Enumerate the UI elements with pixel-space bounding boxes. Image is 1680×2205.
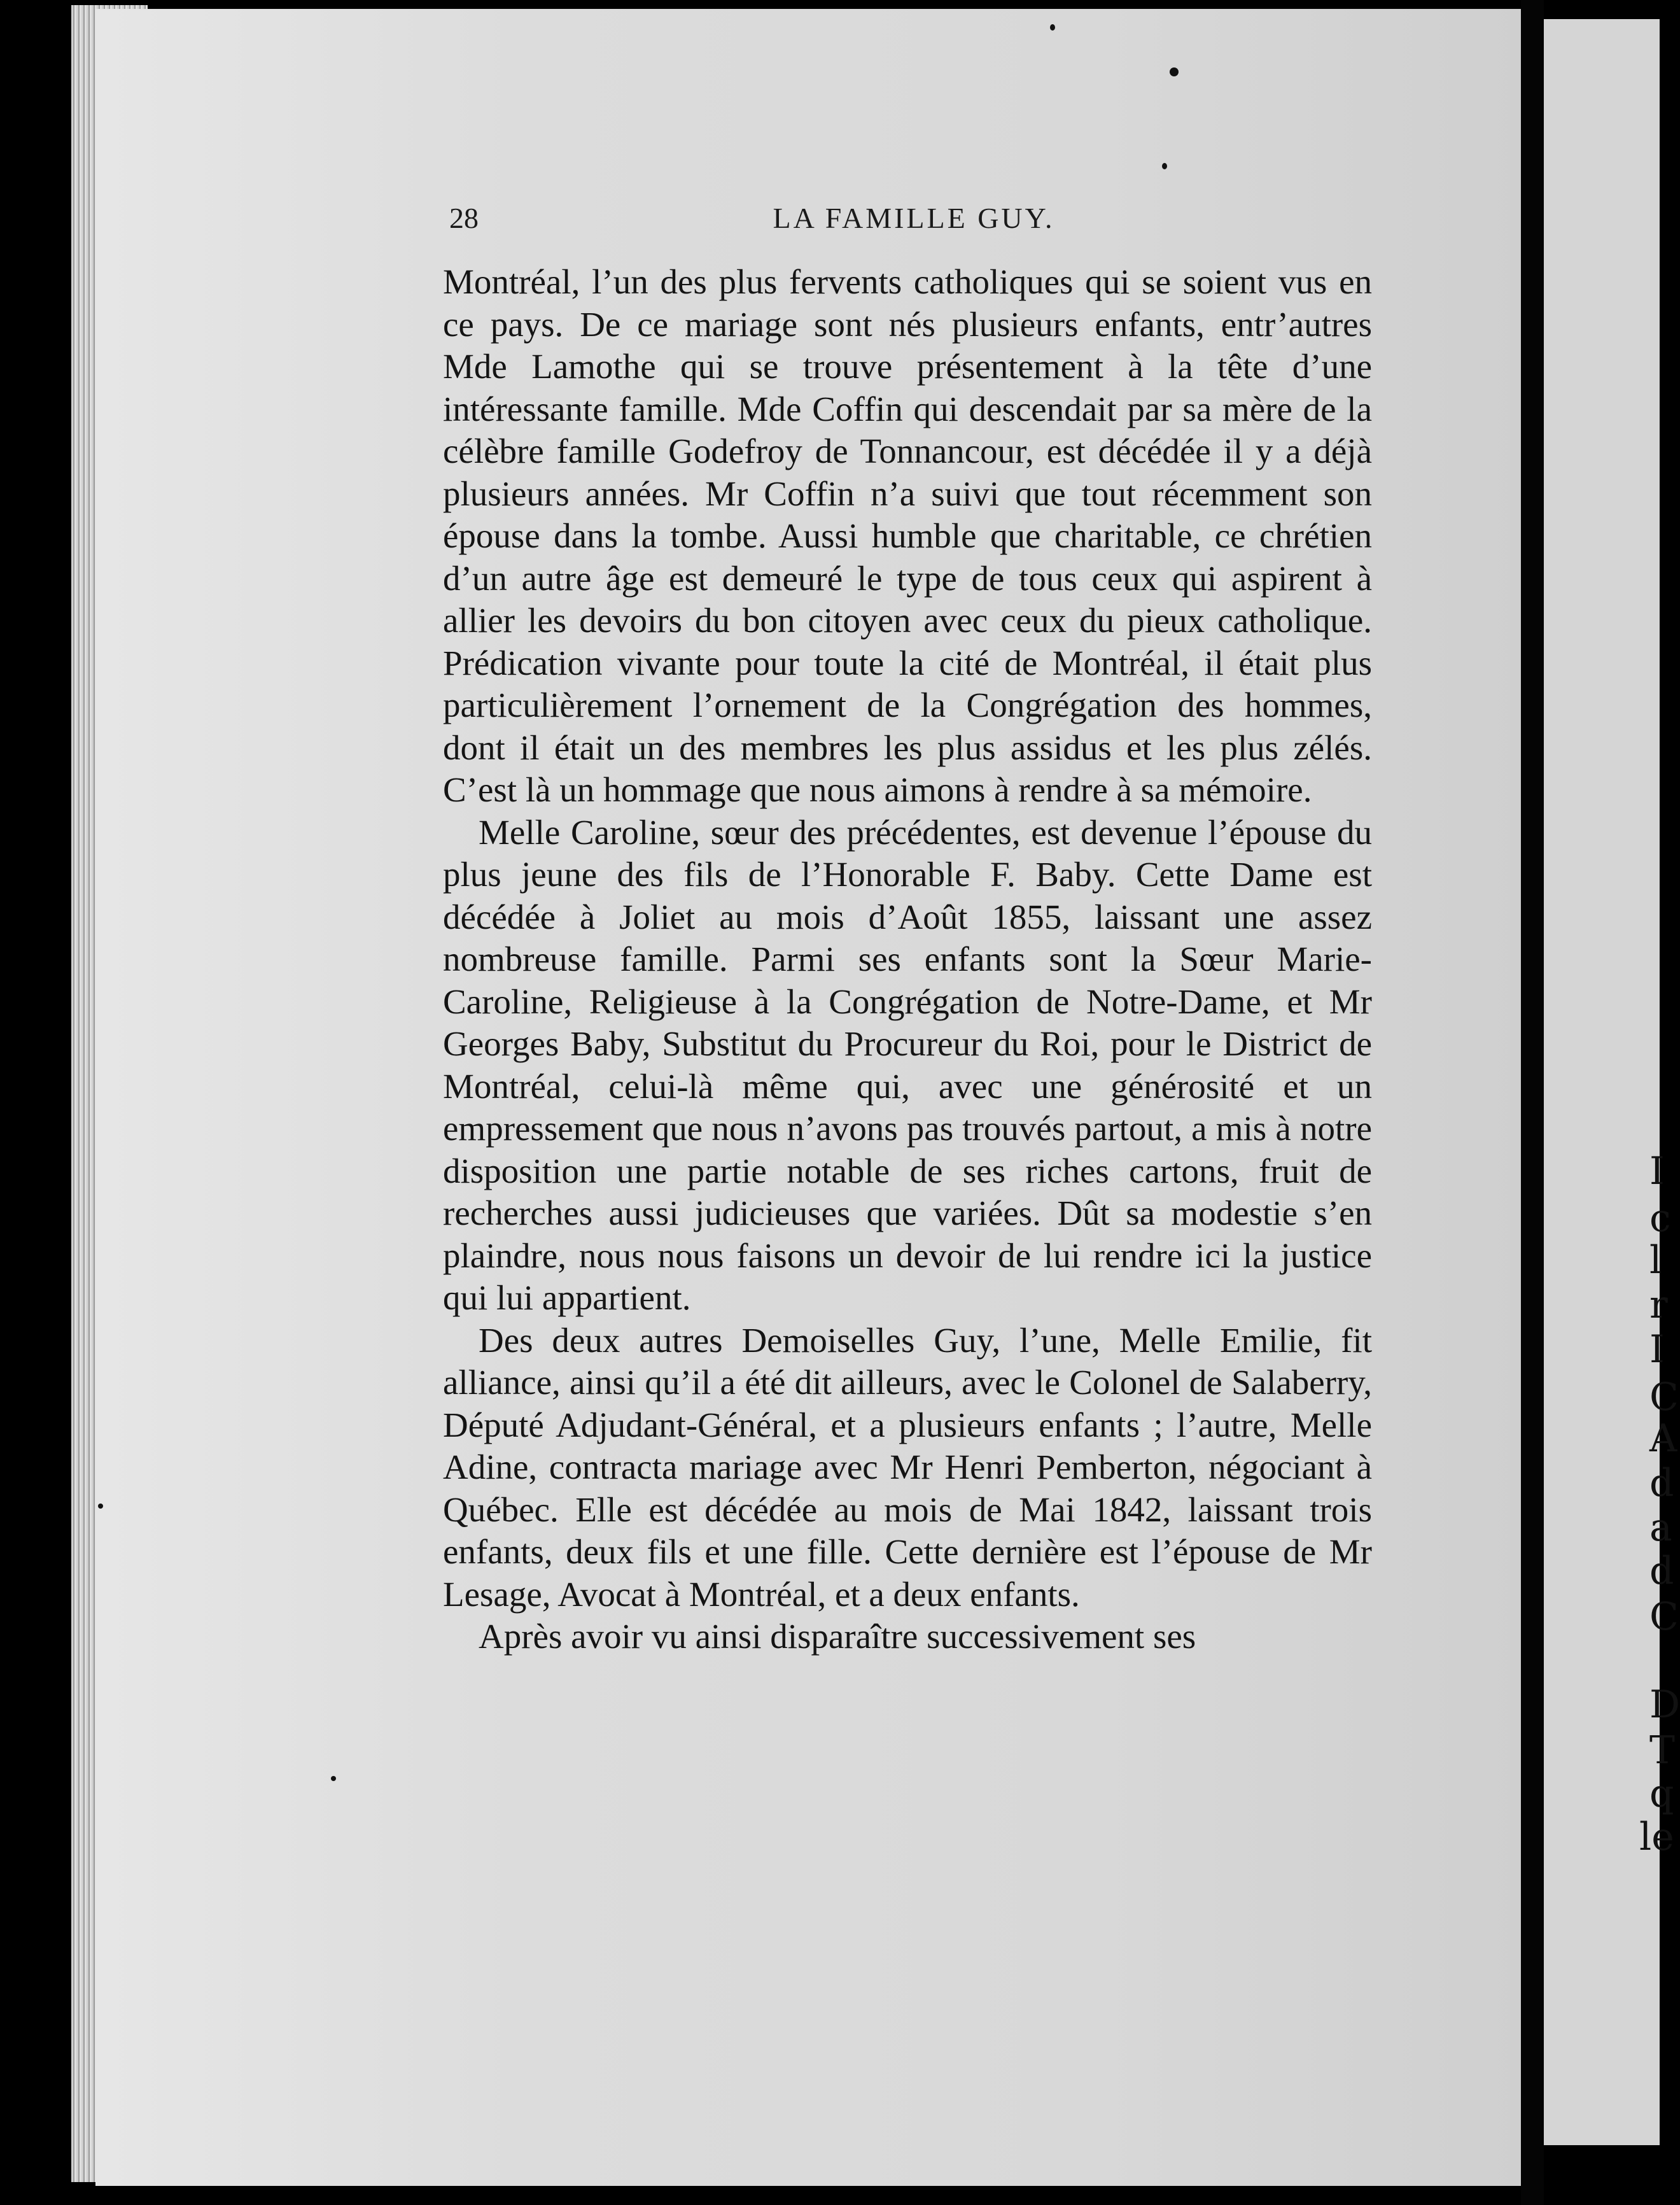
dust-speck [1050, 24, 1055, 31]
body-text [443, 261, 1372, 1658]
facing-page-edge [1544, 19, 1680, 2145]
paragraph-1: Montréal, l’un des plus fervents catholiques qui se soient vus en ce pays. De ce mariage sont nés plusieurs enfants, entr’autres Mde Lamothe qui se trouve présentement à la tête d’une intéressante famille. Mde Coffin qui descendait par sa mère de la célèbre famille Godefroy de Tonnancour, est décédée il y a déjà plusieurs années. Mr Coffin n’a suivi que tout récemment son épouse dans la tombe. Aussi humble que charitable, ce chrétien d’un autre âge est demeuré le type de tous ceux qui aspirent à allier les devoirs du bon citoyen avec ceux du pieux catholique. Prédication vivante pour toute la cité de Montréal, il était plus particulièrement l’ornement de la Congrégation des hommes, dont il était un des membres les plus assidus et les plus zélés. C’est là un hommage que nous aimons à rendre à sa mémoire. [443, 262, 1372, 809]
facing-page-letter: d [1649, 1461, 1674, 1505]
facing-page-letter: C [1649, 1595, 1679, 1639]
paragraph-2: Melle Caroline, sœur des précédentes, est devenue l’épouse du plus jeune des fils de l’Honorable F. Baby. Cette Dame est décédée à Joliet au mois d’Août 1855, laissant une assez nombreuse famille. Parmi ses enfants sont la Sœur Marie-Caroline, Religieuse à la Congrégation de Notre-Dame, et Mr Georges Baby, Substitut du Procureur du Roi, pour le District de Montréal, celui-là même qui, avec une générosité et un empressement que nous n’avons pas trouvés partout, a mis à notre disposition une partie notable de ses riches cartons, fruit de recherches aussi judicieuses que variées. Dût sa modestie s’en plaindre, nous nous faisons un devoir de lui rendre ici la justice qui lui appartient. [443, 812, 1372, 1317]
running-header [449, 201, 1378, 252]
facing-page-letter: T [1649, 1728, 1676, 1773]
facing-page-letter: I [1649, 1149, 1665, 1194]
facing-page-letter: c [1649, 1196, 1671, 1241]
page-number: 28 [449, 202, 479, 234]
book-gutter [1521, 0, 1544, 2205]
running-title: LA FAMILLE GUY. [773, 202, 1055, 234]
facing-page-letter: r [1649, 1283, 1668, 1327]
facing-page-letter: q [1649, 1772, 1674, 1816]
dust-speck [1162, 163, 1167, 169]
facing-page-letter: I [1649, 1327, 1665, 1372]
facing-page-letter: C [1649, 1375, 1679, 1420]
paragraph-3: Des deux autres Demoiselles Guy, l’une, Melle Emilie, fit alliance, ainsi qu’il a été dit ailleurs, avec le Colonel de Salaberry, Député Adjudant-Général, et a plusieurs enfants ; l’autre, Melle Adine, contracta mariage avec Mr Henri Pemberton, négociant à Québec. Elle est décédée au mois de Mai 1842, laissant trois enfants, deux fils et une fille. Cette dernière est l’épouse de Mr Lesage, Avocat à Montréal, et a deux enfants. [443, 1320, 1372, 1614]
facing-page-letter: l [1649, 1238, 1662, 1283]
dust-speck [1170, 67, 1179, 76]
facing-page-letter: a [1649, 1505, 1672, 1550]
facing-page-letter: d [1649, 1549, 1674, 1593]
paragraph-4: Après avoir vu ainsi disparaître successivement ses [479, 1617, 1196, 1656]
facing-page-letter: D [1649, 1682, 1680, 1727]
dust-speck [331, 1776, 336, 1781]
facing-page-letter: A [1649, 1416, 1677, 1461]
facing-page-letter: le [1639, 1815, 1674, 1859]
dust-speck [98, 1504, 103, 1509]
